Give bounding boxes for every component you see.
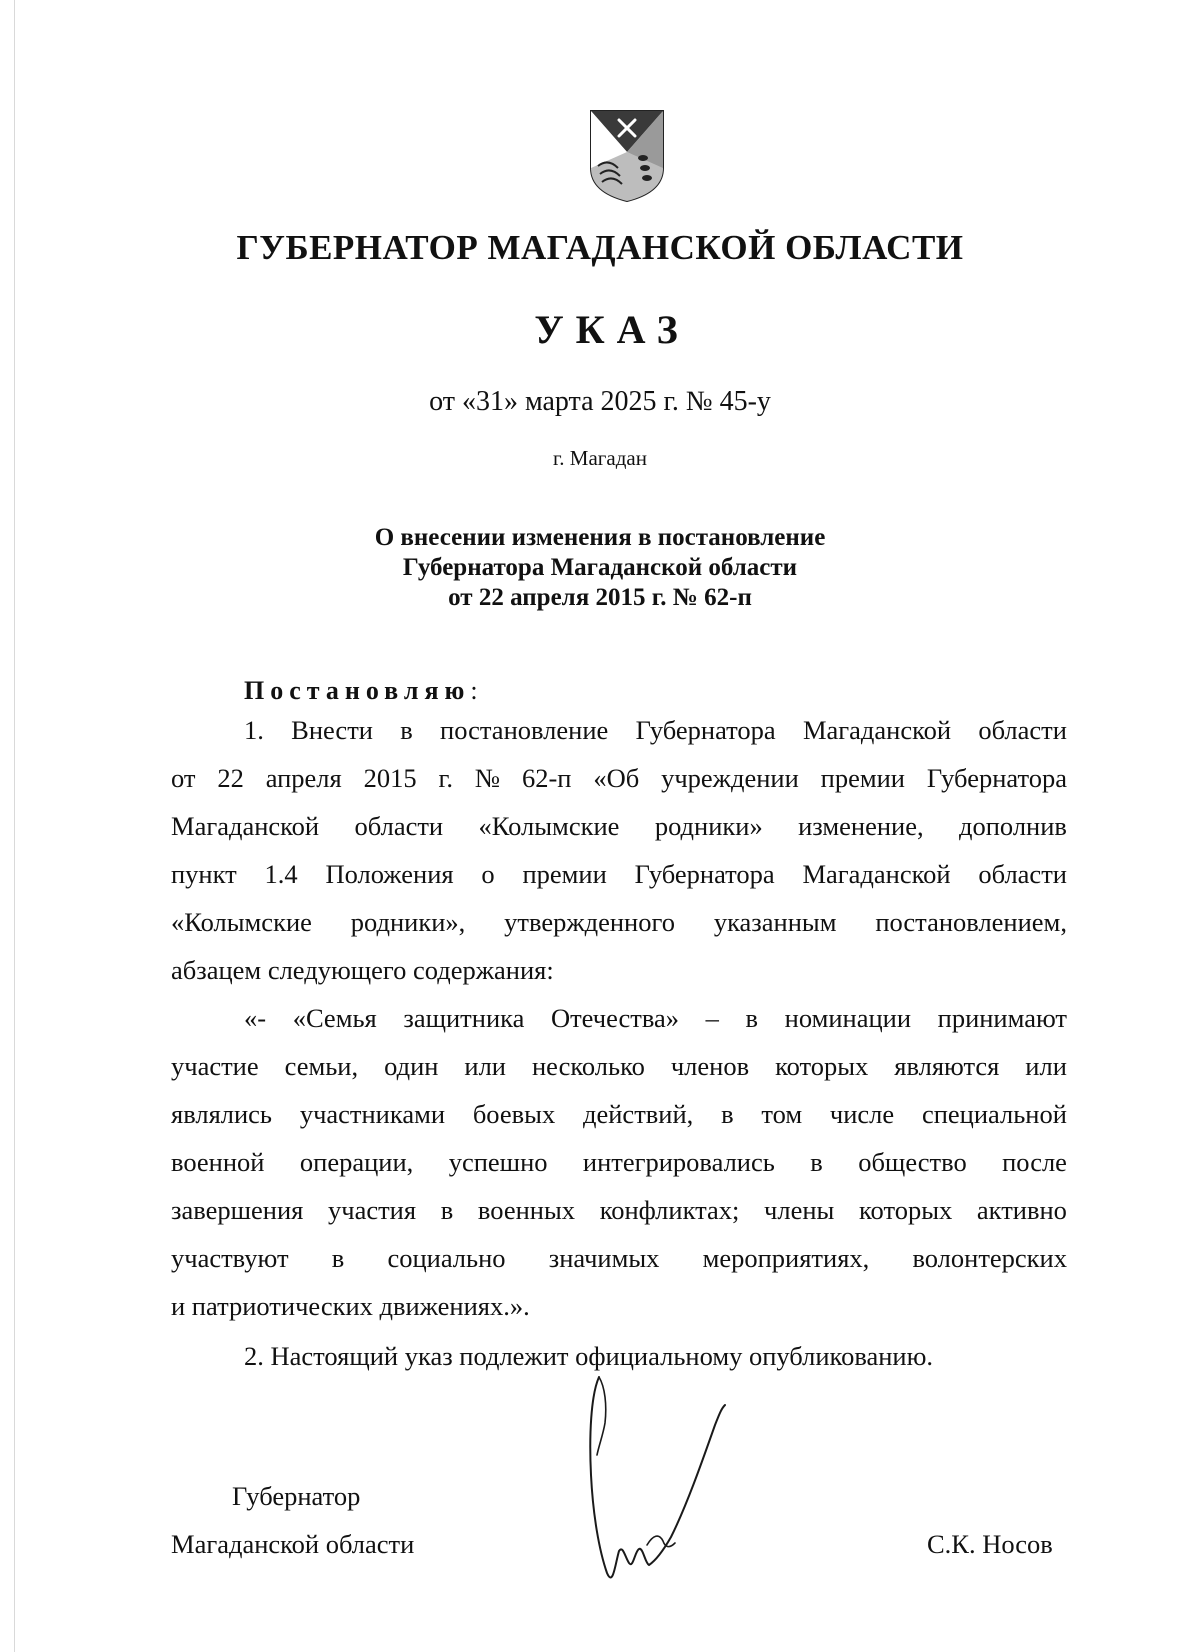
body-word: участие — [171, 1051, 259, 1081]
body-word: – — [705, 1003, 719, 1033]
body-word: дополнив — [959, 811, 1067, 841]
body-line: и патриотических движениях.». — [171, 1291, 530, 1321]
body-word: конфликтах; — [599, 1195, 740, 1225]
body-word: военных — [477, 1195, 576, 1225]
body-word: участниками — [299, 1099, 446, 1129]
body-line — [171, 811, 1067, 859]
body-word: или — [464, 1051, 506, 1081]
subject-line: от 22 апреля 2015 г. № 62-п — [448, 584, 752, 611]
body-word: премии — [522, 859, 607, 889]
body-word: в — [440, 1195, 454, 1225]
body-word: «Семья — [292, 1003, 377, 1033]
body-word: 62-п — [521, 763, 572, 793]
signatory-name: С.К. Носов — [927, 1529, 1053, 1559]
body-word: операции, — [299, 1147, 414, 1177]
body-line: 2. Настоящий указ подлежит официальному опубликованию. — [244, 1341, 934, 1371]
issuing-authority: ГУБЕРНАТОР МАГАДАНСКОЙ ОБЛАСТИ — [236, 228, 964, 267]
body-word: апреля — [265, 763, 342, 793]
body-line — [244, 1003, 1067, 1051]
document-city: г. Магадан — [553, 446, 647, 470]
body-word: успешно — [448, 1147, 548, 1177]
body-word: утвержденного — [504, 907, 675, 937]
body-word: Внести — [291, 715, 373, 745]
body-word: № — [474, 763, 501, 793]
body-word: боевых — [472, 1099, 556, 1129]
body-word: указанным — [713, 907, 837, 937]
body-word: которых — [775, 1051, 869, 1081]
body-word: социально — [387, 1243, 506, 1273]
body-word: являлись — [171, 1099, 273, 1129]
signatory-position-line2: Магаданской области — [171, 1529, 415, 1559]
body-word: Отечества» — [550, 1003, 680, 1033]
body-word: области — [978, 859, 1067, 889]
body-word: Губернатора — [634, 859, 775, 889]
body-word: изменение, — [798, 811, 924, 841]
document-subject — [0, 523, 1200, 613]
body-word: 1. — [244, 715, 264, 745]
handwritten-signature — [585, 1375, 765, 1605]
body-word: Магаданской — [802, 715, 952, 745]
body-word: «Колымские — [171, 907, 312, 937]
body-word: числе — [829, 1099, 895, 1129]
body-word: в — [331, 1243, 345, 1273]
body-word: постановление — [440, 715, 609, 745]
body-word: в — [810, 1147, 823, 1177]
body-word: значимых — [548, 1243, 660, 1273]
resolve-heading — [244, 676, 478, 706]
body-word: один — [384, 1051, 439, 1081]
body-word: члены — [764, 1195, 835, 1225]
body-word: учреждении — [661, 763, 799, 793]
body-word: номинации — [784, 1003, 912, 1033]
signatory-position-line1: Губернатор — [232, 1481, 361, 1511]
body-word: 22 — [217, 763, 244, 793]
body-word: защитника — [403, 1003, 525, 1033]
body-word: в — [745, 1003, 759, 1033]
body-line: абзацем следующего содержания: — [171, 955, 554, 985]
body-word: активно — [976, 1195, 1067, 1225]
body-word: интегрировались — [582, 1147, 775, 1177]
body-word: постановлением, — [875, 907, 1067, 937]
body-word: семьи, — [284, 1051, 359, 1081]
body-word: после — [1002, 1147, 1067, 1177]
body-word: Магаданской — [802, 859, 951, 889]
body-word: участвуют — [171, 1243, 289, 1273]
body-word: членов — [670, 1051, 750, 1081]
body-word: родники», — [350, 907, 466, 937]
body-word: «Об — [593, 763, 640, 793]
body-line — [171, 1147, 1067, 1195]
body-word: действий, — [583, 1099, 694, 1129]
body-line — [171, 763, 1067, 811]
body-word: являются — [894, 1051, 1000, 1081]
body-word: Положения — [325, 859, 454, 889]
body-word: специальной — [921, 1099, 1067, 1129]
body-line — [244, 715, 1067, 763]
body-line — [171, 1051, 1067, 1099]
document-type-title: УКАЗ — [534, 307, 690, 352]
body-word: мероприятиях, — [702, 1243, 870, 1273]
body-word: области — [354, 811, 444, 841]
body-word: области — [978, 715, 1067, 745]
body-word: принимают — [937, 1003, 1067, 1033]
body-word: о — [481, 859, 495, 889]
body-word: Губернатора — [635, 715, 776, 745]
coat-of-arms-icon — [588, 108, 666, 204]
body-word: Магаданской — [171, 811, 320, 841]
body-word: пункт — [171, 859, 237, 889]
subject-line: Губернатора Магаданской области — [402, 554, 798, 581]
body-word: в — [721, 1099, 734, 1129]
body-word: родники» — [654, 811, 763, 841]
body-word: 1.4 — [264, 859, 298, 889]
body-line — [171, 907, 1067, 955]
body-word: в — [400, 715, 413, 745]
body-word: военной — [171, 1147, 265, 1177]
body-line — [171, 859, 1067, 907]
body-word: завершения — [171, 1195, 304, 1225]
body-word: Губернатора — [926, 763, 1067, 793]
body-word: премии — [820, 763, 905, 793]
body-word: «- — [244, 1003, 267, 1033]
resolve-word: Постановляю — [244, 676, 471, 705]
body-word: г. — [438, 763, 453, 793]
subject-line: О внесении изменения в постановление — [374, 524, 826, 551]
body-word: 2015 — [363, 763, 417, 793]
body-word: или — [1025, 1051, 1067, 1081]
body-line — [171, 1195, 1067, 1243]
body-word: которых — [859, 1195, 953, 1225]
body-word: от — [171, 763, 196, 793]
body-word: «Колымские — [478, 811, 620, 841]
body-word: участия — [328, 1195, 417, 1225]
body-word: волонтерских — [912, 1243, 1067, 1273]
body-word: несколько — [531, 1051, 645, 1081]
body-line — [171, 1099, 1067, 1147]
body-word: общество — [858, 1147, 967, 1177]
body-word: том — [761, 1099, 803, 1129]
body-line — [171, 1243, 1067, 1291]
document-date-number: от «31» марта 2025 г. № 45-у — [429, 386, 771, 417]
resolve-colon: : — [470, 676, 478, 705]
